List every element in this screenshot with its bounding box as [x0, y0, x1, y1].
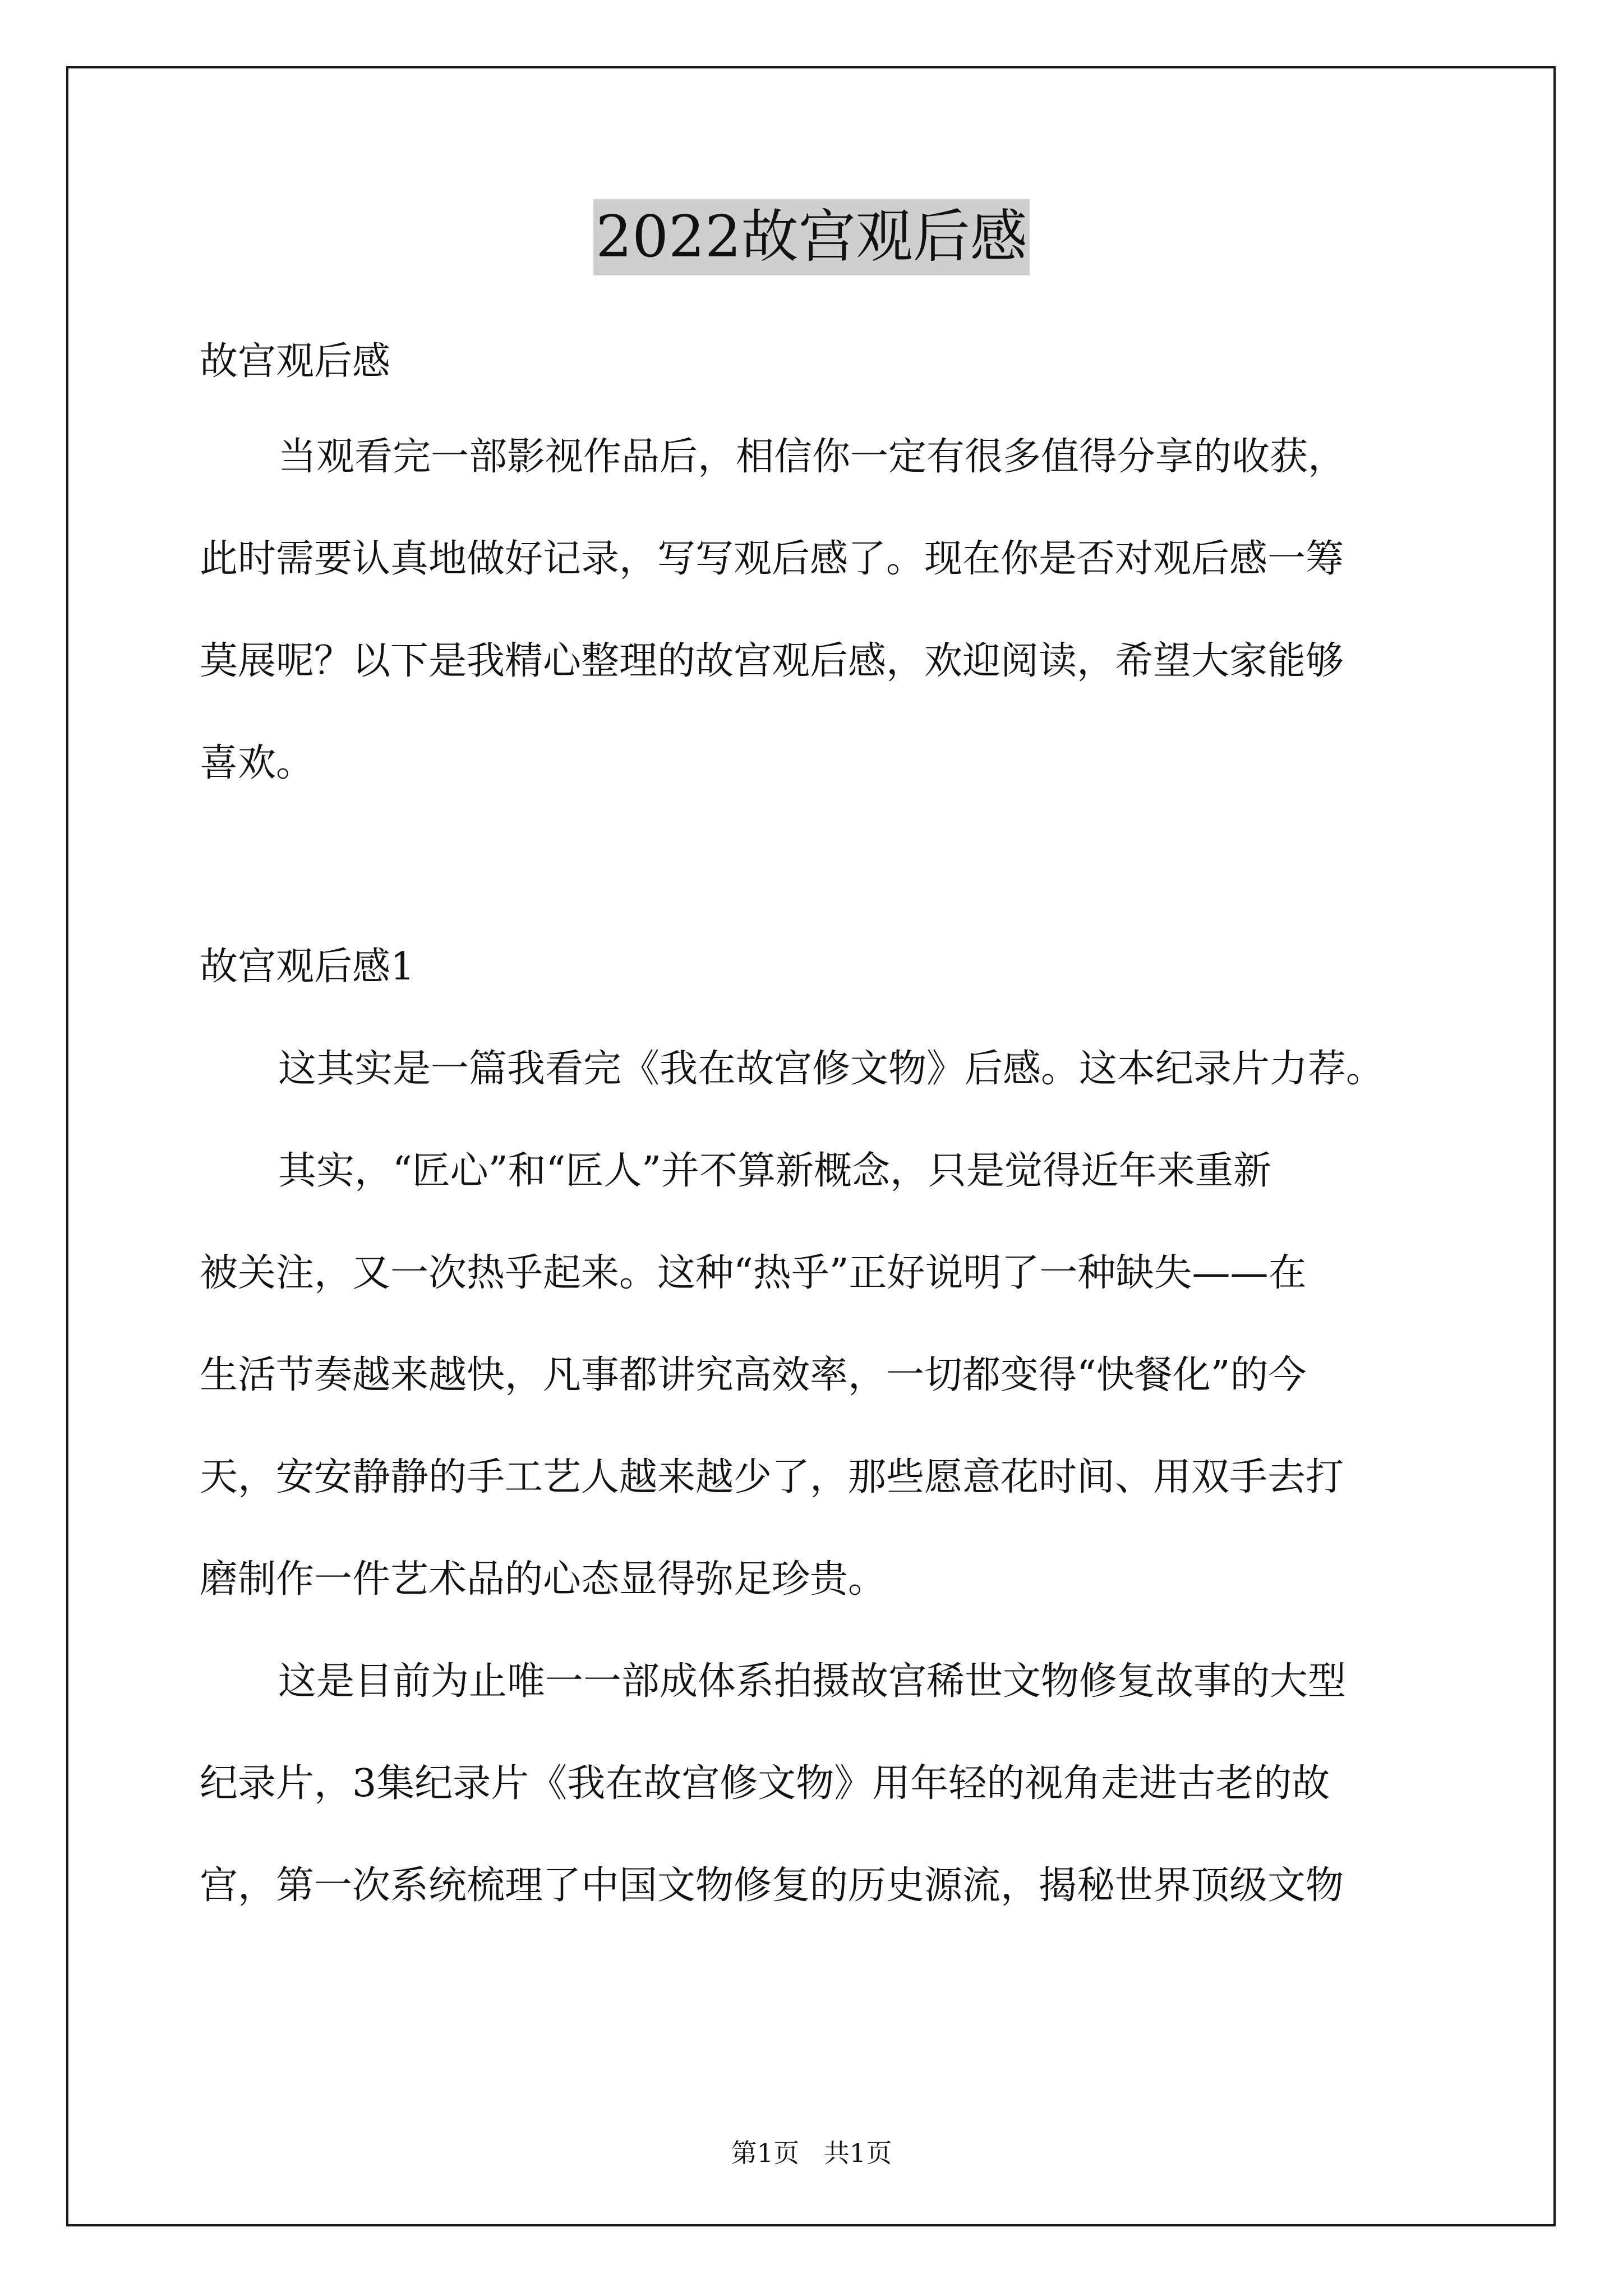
paragraph-line: 宫，第一次系统梳理了中国文物修复的历史源流，揭秘世界顶级文物 [200, 1864, 1344, 1908]
paragraph-line: 天，安安静静的手工艺人越来越少了，那些愿意花时间、用双手去打 [200, 1455, 1344, 1499]
paragraph-line: 此时需要认真地做好记录，写写观后感了。现在你是否对观后感一筹 [200, 537, 1344, 581]
paragraph-line: 当观看完一部影视作品后，相信你一定有很多值得分享的收获， [278, 435, 1347, 479]
title-container [0, 199, 1623, 275]
paragraph-line: 其实，“匠心”和“匠人”并不算新概念，只是觉得近年来重新 [278, 1149, 1272, 1193]
paragraph [200, 1146, 1433, 1605]
section-heading: 故宫观后感1 [200, 945, 415, 989]
paragraph [200, 1657, 1433, 1911]
document-body [200, 314, 1433, 1911]
document-title: 2022故宫观后感 [593, 199, 1030, 275]
paragraph-line: 莫展呢？以下是我精心整理的故宫观后感，欢迎阅读，希望大家能够 [200, 639, 1344, 683]
paragraph-line: 喜欢。 [200, 741, 315, 785]
paragraph-line: 这其实是一篇我看完《我在故宫修文物》后感。这本纪录片力荐。 [278, 1047, 1385, 1091]
paragraph-line: 磨制作一件艺术品的心态显得弥足珍贵。 [200, 1557, 887, 1602]
section-heading: 故宫观后感 [200, 339, 391, 384]
intro-paragraph [200, 432, 1433, 789]
paragraph-line: 生活节奏越来越快，凡事都讲究高效率，一切都变得“快餐化”的今 [200, 1353, 1307, 1397]
paragraph-line: 这是目前为止唯一一部成体系拍摄故宫稀世文物修复故事的大型 [278, 1659, 1347, 1704]
page-footer: 第1页 共1页 [731, 2138, 892, 2168]
paragraph-line: 纪录片，3集纪录片《我在故宫修文物》用年轻的视角走进古老的故 [200, 1761, 1330, 1806]
paragraph-line: 被关注，又一次热乎起来。这种“热乎”正好说明了一种缺失——在 [200, 1251, 1307, 1295]
